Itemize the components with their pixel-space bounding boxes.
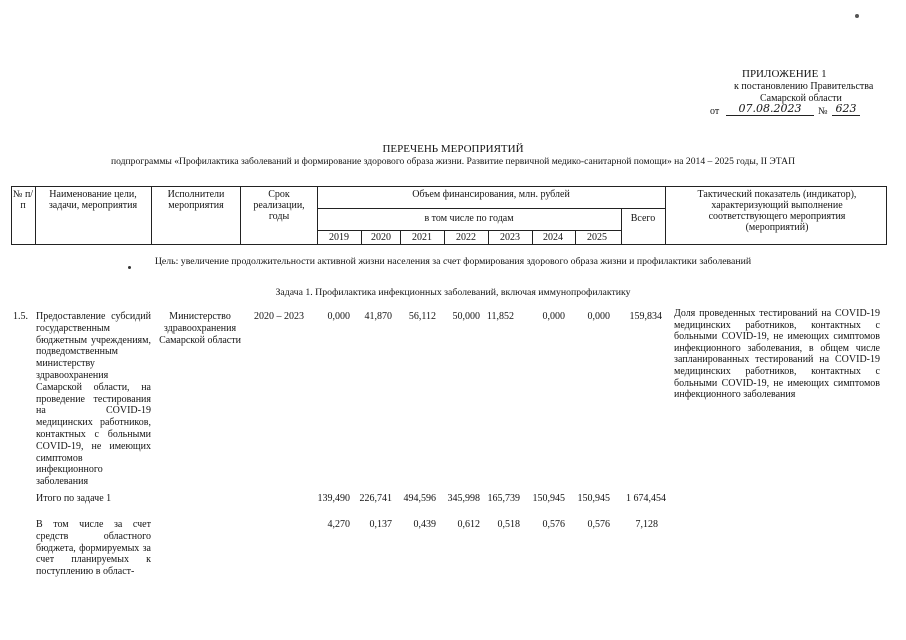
total-value-2022: 345,998 bbox=[447, 493, 480, 504]
row-value-2025: 0,000 bbox=[587, 311, 610, 322]
incl-label: В том числе за счет средств областного бюджета, формируемых за счет планируемых к поступлению в област- bbox=[36, 519, 151, 578]
appendix-number: 623 bbox=[832, 102, 860, 116]
header-year: 2023 bbox=[500, 232, 520, 243]
total-value-2020: 226,741 bbox=[359, 493, 392, 504]
incl-value-2021: 0,439 bbox=[413, 519, 436, 530]
header-col-no: № п/п bbox=[12, 189, 34, 211]
appendix-date: 07.08.2023 bbox=[726, 102, 814, 116]
row-total: 159,834 bbox=[629, 311, 662, 322]
header-year: 2024 bbox=[543, 232, 563, 243]
header-year: 2025 bbox=[587, 232, 607, 243]
appendix-line1: к постановлению Правительства bbox=[734, 81, 874, 92]
doc-subtitle: подпрограммы «Профилактика заболеваний и формирование здорового образа жизни. Развитие первичной медико-санитарной помощи» на 2014 – 2025 годы, II ЭТАП bbox=[111, 156, 795, 167]
row-value-2020: 41,870 bbox=[364, 311, 392, 322]
header-year: 2019 bbox=[329, 232, 349, 243]
appendix-number-label: № bbox=[818, 106, 828, 117]
row-value-2023: 11,852 bbox=[486, 311, 514, 322]
incl-value-2020: 0,137 bbox=[369, 519, 392, 530]
total-value-2023: 165,739 bbox=[487, 493, 520, 504]
header-col-executor: Исполнители мероприятия bbox=[167, 189, 225, 211]
row-value-2024: 0,000 bbox=[542, 311, 565, 322]
row-number: 1.5. bbox=[13, 311, 28, 322]
incl-value-2024: 0,576 bbox=[542, 519, 565, 530]
header-year: 2020 bbox=[371, 232, 391, 243]
doc-title: ПЕРЕЧЕНЬ МЕРОПРИЯТИЙ bbox=[382, 143, 524, 155]
total-value-2025: 150,945 bbox=[577, 493, 610, 504]
task-title: Задача 1. Профилактика инфекционных заболеваний, включая иммунопрофилактику bbox=[275, 287, 631, 298]
total-sum: 1 674,454 bbox=[626, 493, 666, 504]
row-value-2022: 50,000 bbox=[452, 311, 480, 322]
header-col-indicator: Тактический показатель (индикатор), характеризующий выполнение соответствующего мероприятия (мероприятий) bbox=[697, 189, 857, 233]
appendix-line2: Самарской области bbox=[760, 93, 842, 104]
row-executor: Министерство здравоохранения Самарской области bbox=[159, 311, 241, 346]
total-label: Итого по задаче 1 bbox=[36, 493, 112, 504]
goal-text: Цель: увеличение продолжительности активной жизни населения за счет формирования здорового образа жизни и профилактики заболеваний bbox=[154, 256, 752, 267]
header-col-total: Всего bbox=[630, 213, 656, 224]
appendix-from-label: от bbox=[710, 106, 720, 117]
header-col-by-years: в том числе по годам bbox=[424, 213, 514, 224]
header-year: 2022 bbox=[456, 232, 476, 243]
total-value-2024: 150,945 bbox=[532, 493, 565, 504]
total-value-2021: 494,596 bbox=[403, 493, 436, 504]
header-year: 2021 bbox=[412, 232, 432, 243]
header-col-funding: Объем финансирования, млн. рублей bbox=[412, 189, 570, 200]
row-value-2019: 0,000 bbox=[327, 311, 350, 322]
header-col-term: Срок реализации, годы bbox=[253, 189, 305, 222]
incl-sum: 7,128 bbox=[635, 519, 658, 530]
row-activity-name: Предоставление субсидий государственным бюджетным учреждениям, подведомственным министерству здравоохранения Самарской области, на проведение тестирования на COVID-19 медицинских работников, контактных с больными COVID-19, не имеющих симптомов инфекционного заболевания bbox=[36, 311, 151, 488]
row-value-2021: 56,112 bbox=[408, 311, 436, 322]
total-value-2019: 139,490 bbox=[317, 493, 350, 504]
row-term: 2020 – 2023 bbox=[254, 311, 304, 322]
row-indicator: Доля проведенных тестирований на COVID-19 медицинских работников, контактных с больными COVID-19, не имеющих симптомов инфекционного заболевания, в общем числе запланированных тестирований на COVID-19 медицинских работников, контактных с больными COVID-19, не имеющих симптомов инфекционного заболевания bbox=[674, 308, 880, 401]
scan-mark bbox=[855, 14, 859, 18]
incl-value-2025: 0,576 bbox=[587, 519, 610, 530]
incl-value-2019: 4,270 bbox=[327, 519, 350, 530]
scan-mark bbox=[128, 266, 131, 269]
header-col-name: Наименование цели, задачи, мероприятия bbox=[48, 189, 138, 211]
incl-value-2022: 0,612 bbox=[457, 519, 480, 530]
appendix-title: ПРИЛОЖЕНИЕ 1 bbox=[742, 68, 827, 80]
incl-value-2023: 0,518 bbox=[497, 519, 520, 530]
